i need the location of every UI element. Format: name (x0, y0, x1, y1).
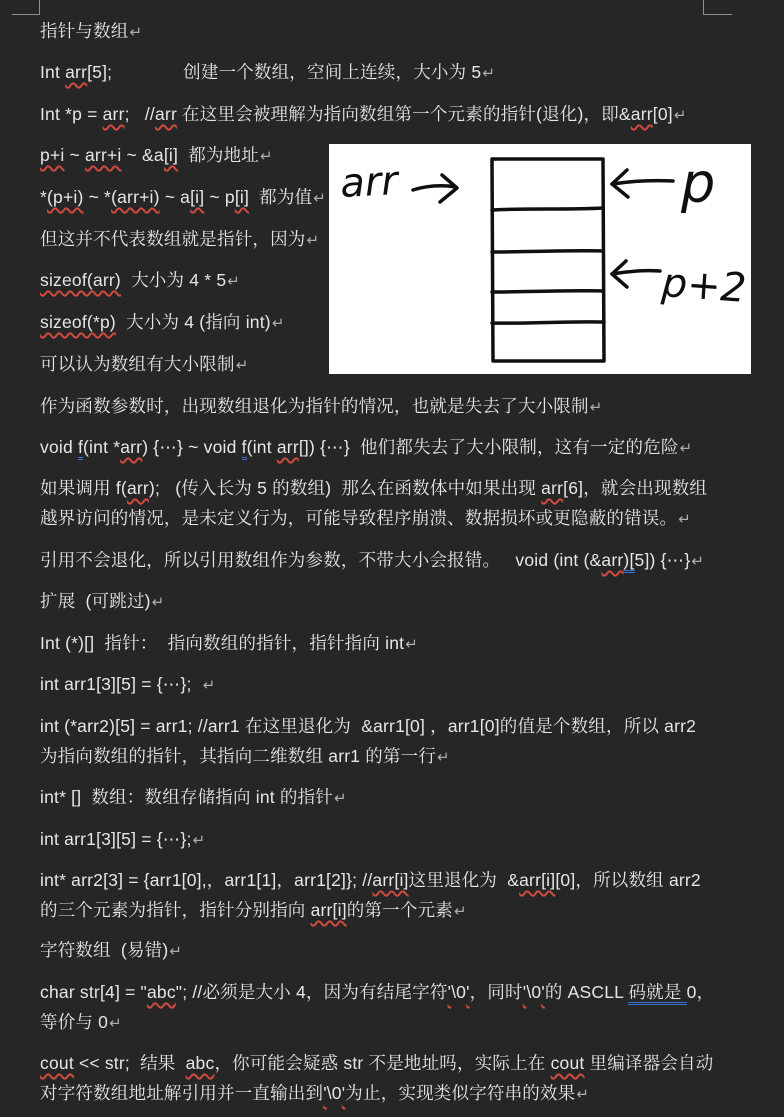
spellcheck-flagged-text: (arr+i) (111, 187, 160, 207)
text-line[interactable] (40, 711, 696, 741)
grammar-flagged-text: )[ (623, 550, 634, 573)
text-run: []) {⋯} 他们都失去了大小限制，这有一定的危险 (298, 437, 679, 457)
text-line[interactable] (40, 1078, 713, 1108)
paragraph (40, 586, 164, 616)
text-run: int* [] 数组：数组存储指向 int 的指针 (40, 787, 334, 807)
text-run: 引用不会退化，所以引用数组作为参数，不带大小会报错。 void (int (& (40, 550, 602, 570)
paragraph (40, 265, 240, 295)
text-line[interactable] (40, 669, 215, 699)
text-run: \0 (526, 982, 542, 1002)
text-run: 等价与 0 (40, 1012, 109, 1032)
text-run: (int * (83, 437, 121, 457)
text-line[interactable] (40, 432, 692, 462)
text-line[interactable] (40, 503, 707, 533)
paragraph-mark: ↵ (109, 1015, 122, 1032)
paragraph (40, 935, 182, 965)
spellcheck-flagged-text: ' (447, 982, 452, 1002)
paragraph (40, 57, 495, 87)
text-run: 越界访问的情况，是未定义行为，可能导致程序崩溃、数据损坏或更隐蔽的错误。 (40, 508, 678, 528)
text-line[interactable] (40, 99, 687, 129)
spellcheck-flagged-text: abc (146, 982, 176, 1002)
text-run: 字符数组 (易错) (40, 940, 169, 960)
page-margin-crop-mark-right (703, 0, 732, 15)
text-run: ~ * (83, 187, 112, 207)
array-cell-divider (492, 291, 603, 292)
paragraph (40, 432, 692, 462)
text-line[interactable] (40, 473, 707, 503)
spellcheck-flagged-text: arr[i] (519, 870, 556, 890)
paragraph-mark: ↵ (260, 148, 273, 165)
text-run: ); (传入长为 5 的数组) 那么在函数体中如果出现 (148, 478, 542, 498)
text-run: (int (246, 437, 277, 457)
grammar-flagged-text: 码就是 (628, 982, 686, 1005)
text-run: [6]，就会出现数组 (563, 478, 708, 498)
array-pointer-sketch (329, 144, 751, 374)
text-run: [0] (652, 104, 673, 124)
paragraph (40, 307, 285, 337)
paragraph (40, 628, 418, 658)
spellcheck-flagged-text: abc (185, 1053, 215, 1073)
text-line[interactable] (40, 741, 696, 771)
paragraph-mark: ↵ (437, 749, 450, 766)
text-line[interactable] (40, 935, 182, 965)
paragraph (40, 669, 215, 699)
text-run: 可以认为数组有大小限制 (40, 354, 235, 374)
text-run: Int *p = (40, 104, 103, 124)
text-run: Int (*)[] 指针： 指向数组的指针，指针指向 int (40, 633, 405, 653)
text-line[interactable] (40, 16, 142, 46)
spellcheck-flagged-text: p+i (40, 145, 65, 165)
text-run: ~ p (204, 187, 235, 207)
text-run: 如果调用 f( (40, 478, 127, 498)
text-line[interactable] (40, 1007, 714, 1037)
paragraph-mark: ↵ (151, 594, 165, 611)
paragraph-mark: ↵ (192, 832, 206, 849)
paragraph (40, 224, 319, 254)
paragraph (40, 782, 347, 812)
paragraph (40, 182, 326, 212)
text-run: 的三个元素为指针，指针分别指向 (40, 900, 311, 920)
paragraph-mark: ↵ (453, 903, 467, 920)
text-run: 5]) {⋯} (634, 550, 691, 570)
text-run: int arr1[3][5] = {⋯}; (40, 674, 202, 694)
array-cell-divider (492, 322, 604, 323)
text-run: 都为地址 (178, 145, 260, 165)
text-run: ~ (64, 145, 85, 165)
text-run: int* arr2[3] = {arr1[0],，arr1[1]，arr1[2]}; // (40, 870, 373, 890)
paragraph-mark: ↵ (306, 232, 320, 249)
spellcheck-flagged-text: arr[i] (310, 900, 347, 920)
spellcheck-flagged-text: ' (323, 1083, 327, 1103)
spellcheck-flagged-text: sizeof(arr) (40, 270, 121, 290)
text-line[interactable] (40, 349, 248, 379)
paragraph-mark: ↵ (313, 190, 327, 207)
spellcheck-flagged-text: arr[i] (372, 870, 409, 890)
text-run: 作为函数参数时，出现数组退化为指针的情况，也就是失去了大小限制 (40, 396, 589, 416)
text-run: 为止，实现类似字符串的效果 (345, 1083, 576, 1103)
paragraph (40, 824, 205, 854)
text-run: ~ a (159, 187, 191, 207)
text-run: 的第一个元素 (346, 900, 453, 920)
spellcheck-flagged-text: arr (120, 437, 143, 457)
arr-arrow-shaft (413, 186, 456, 190)
text-line[interactable] (40, 824, 205, 854)
figure-label-p2: p+2 (660, 260, 748, 312)
spellcheck-flagged-text: ' (541, 982, 545, 1002)
text-line[interactable] (40, 57, 495, 87)
paragraph (40, 1048, 713, 1108)
text-run: void (40, 437, 78, 457)
spellcheck-flagged-text: arr (154, 104, 177, 124)
spellcheck-flagged-text: arr (276, 437, 299, 457)
text-line[interactable] (40, 391, 602, 421)
text-run: 都为值 (249, 187, 313, 207)
text-run: ) {⋯} ~ void (142, 437, 242, 457)
paragraph-mark: ↵ (679, 440, 693, 457)
text-line[interactable] (40, 782, 347, 812)
paragraph-mark: ↵ (576, 1086, 590, 1103)
text-run: ，你可能会疑惑 str 不是地址吗，实际上在 (214, 1053, 551, 1073)
paragraph (40, 473, 707, 533)
grammar-flagged-text: f (242, 437, 247, 460)
text-run: 这里退化为 & (408, 870, 520, 890)
text-run: 扩展 (可跳过) (40, 591, 151, 611)
text-run: 大小为 4 (指向 int) (115, 312, 271, 332)
sketch-strokes (413, 159, 673, 361)
paragraph-mark: ↵ (271, 315, 285, 332)
spellcheck-flagged-text: ' (522, 982, 527, 1002)
spellcheck-flagged-text: arr+i (85, 145, 122, 165)
text-run: 但这并不代表数组就是指针，因为 (40, 229, 306, 249)
paragraph (40, 865, 701, 925)
paragraph-mark: ↵ (202, 677, 216, 694)
text-line[interactable] (40, 1048, 713, 1078)
text-line[interactable] (40, 895, 701, 925)
text-line[interactable] (40, 977, 714, 1007)
paragraph-mark: ↵ (129, 24, 143, 41)
spellcheck-flagged-text: arr (126, 478, 149, 498)
paragraph (40, 711, 696, 771)
spellcheck-flagged-text: ' (341, 1083, 346, 1103)
spellcheck-flagged-text: ' (466, 982, 470, 1002)
text-line[interactable] (40, 265, 240, 295)
array-box-outline (492, 159, 604, 361)
spellcheck-flagged-text: cout (40, 1053, 74, 1073)
figure-label-arr: arr (339, 158, 399, 207)
paragraph-mark: ↵ (678, 511, 691, 528)
text-run: 在这里会被理解为指向数组第一个元素的指针(退化)，即& (176, 104, 631, 124)
text-run: * (40, 187, 48, 207)
text-run: 指针与数组 (40, 21, 129, 41)
paragraph-mark: ↵ (691, 553, 705, 570)
text-run: 里编译器会自动 (584, 1053, 714, 1073)
page-margin-crop-mark-left (12, 0, 40, 15)
spellcheck-flagged-text: arr (601, 550, 624, 570)
text-run: ~ &a (121, 145, 164, 165)
text-line[interactable] (40, 140, 273, 170)
array-cell-divider (492, 251, 603, 252)
text-line[interactable] (40, 182, 326, 212)
paragraph (40, 349, 248, 379)
text-run: \0 (451, 982, 467, 1002)
paragraph-mark: ↵ (169, 943, 183, 960)
arr-arrow-head (440, 175, 457, 202)
paragraph (40, 99, 687, 129)
spellcheck-flagged-text: [i] (163, 145, 179, 165)
text-run: int arr1[3][5] = {⋯}; (40, 829, 192, 849)
text-run: int (*arr2)[5] = arr1; //arr1 在这里退化为 &arr1[0] ，arr1[0]的值是个数组，所以 arr2 (40, 716, 697, 736)
text-run: 0， (686, 982, 715, 1002)
text-run: << str; 结果 (73, 1053, 186, 1073)
p2-arrow-shaft (612, 271, 660, 274)
text-line[interactable] (40, 865, 701, 895)
paragraph (40, 977, 714, 1037)
embedded-drawing[interactable] (329, 144, 751, 374)
text-line[interactable] (40, 224, 319, 254)
spellcheck-flagged-text: arr (541, 478, 564, 498)
spellcheck-flagged-text: cout (550, 1053, 585, 1073)
paragraph-mark: ↵ (227, 273, 241, 290)
text-run: char str[4] = " (40, 982, 147, 1002)
text-run: 的 ASCLL (544, 982, 629, 1002)
text-run: \0 (326, 1083, 342, 1103)
paragraph-mark: ↵ (482, 65, 496, 82)
text-run: 为指向数组的指针，其指向二维数组 arr1 的第一行 (40, 746, 437, 766)
text-run: 对字符数组地址解引用并一直输出到 (40, 1083, 324, 1103)
text-line[interactable] (40, 628, 418, 658)
spellcheck-flagged-text: sizeof(*p) (40, 312, 116, 332)
text-line[interactable] (40, 586, 164, 616)
paragraph-mark: ↵ (405, 636, 418, 653)
spellcheck-flagged-text: arr (65, 62, 88, 82)
text-run: ，同时 (469, 982, 523, 1002)
text-run: [0]，所以数组 arr2 (555, 870, 701, 890)
text-run: 大小为 4 * 5 (120, 270, 227, 290)
figure-label-p: p (681, 152, 716, 215)
paragraph (40, 545, 704, 575)
text-run: ; // (124, 104, 155, 124)
paragraph (40, 140, 273, 170)
paragraph (40, 16, 142, 46)
sketch-labels (339, 152, 748, 312)
paragraph (40, 391, 602, 421)
spellcheck-flagged-text: [i] (190, 187, 205, 207)
paragraph-mark: ↵ (589, 399, 603, 416)
paragraph-mark: ↵ (673, 107, 687, 124)
spellcheck-flagged-text: (p+i) (47, 187, 84, 207)
text-run: [5]; 创建一个数组，空间上连续，大小为 5 (87, 62, 482, 82)
text-line[interactable] (40, 307, 285, 337)
p-arrow-shaft (612, 181, 673, 184)
paragraph-mark: ↵ (235, 357, 249, 374)
grammar-flagged-text: f (78, 437, 83, 460)
paragraph-mark: ↵ (334, 790, 347, 807)
spellcheck-flagged-text: [i] (234, 187, 250, 207)
array-cell-divider (492, 208, 603, 210)
spellcheck-flagged-text: arr (102, 104, 125, 124)
text-line[interactable] (40, 545, 704, 575)
text-run: "; //必须是大小 4，因为有结尾字符 (175, 982, 448, 1002)
text-run: Int (40, 62, 66, 82)
spellcheck-flagged-text: arr (630, 104, 653, 124)
